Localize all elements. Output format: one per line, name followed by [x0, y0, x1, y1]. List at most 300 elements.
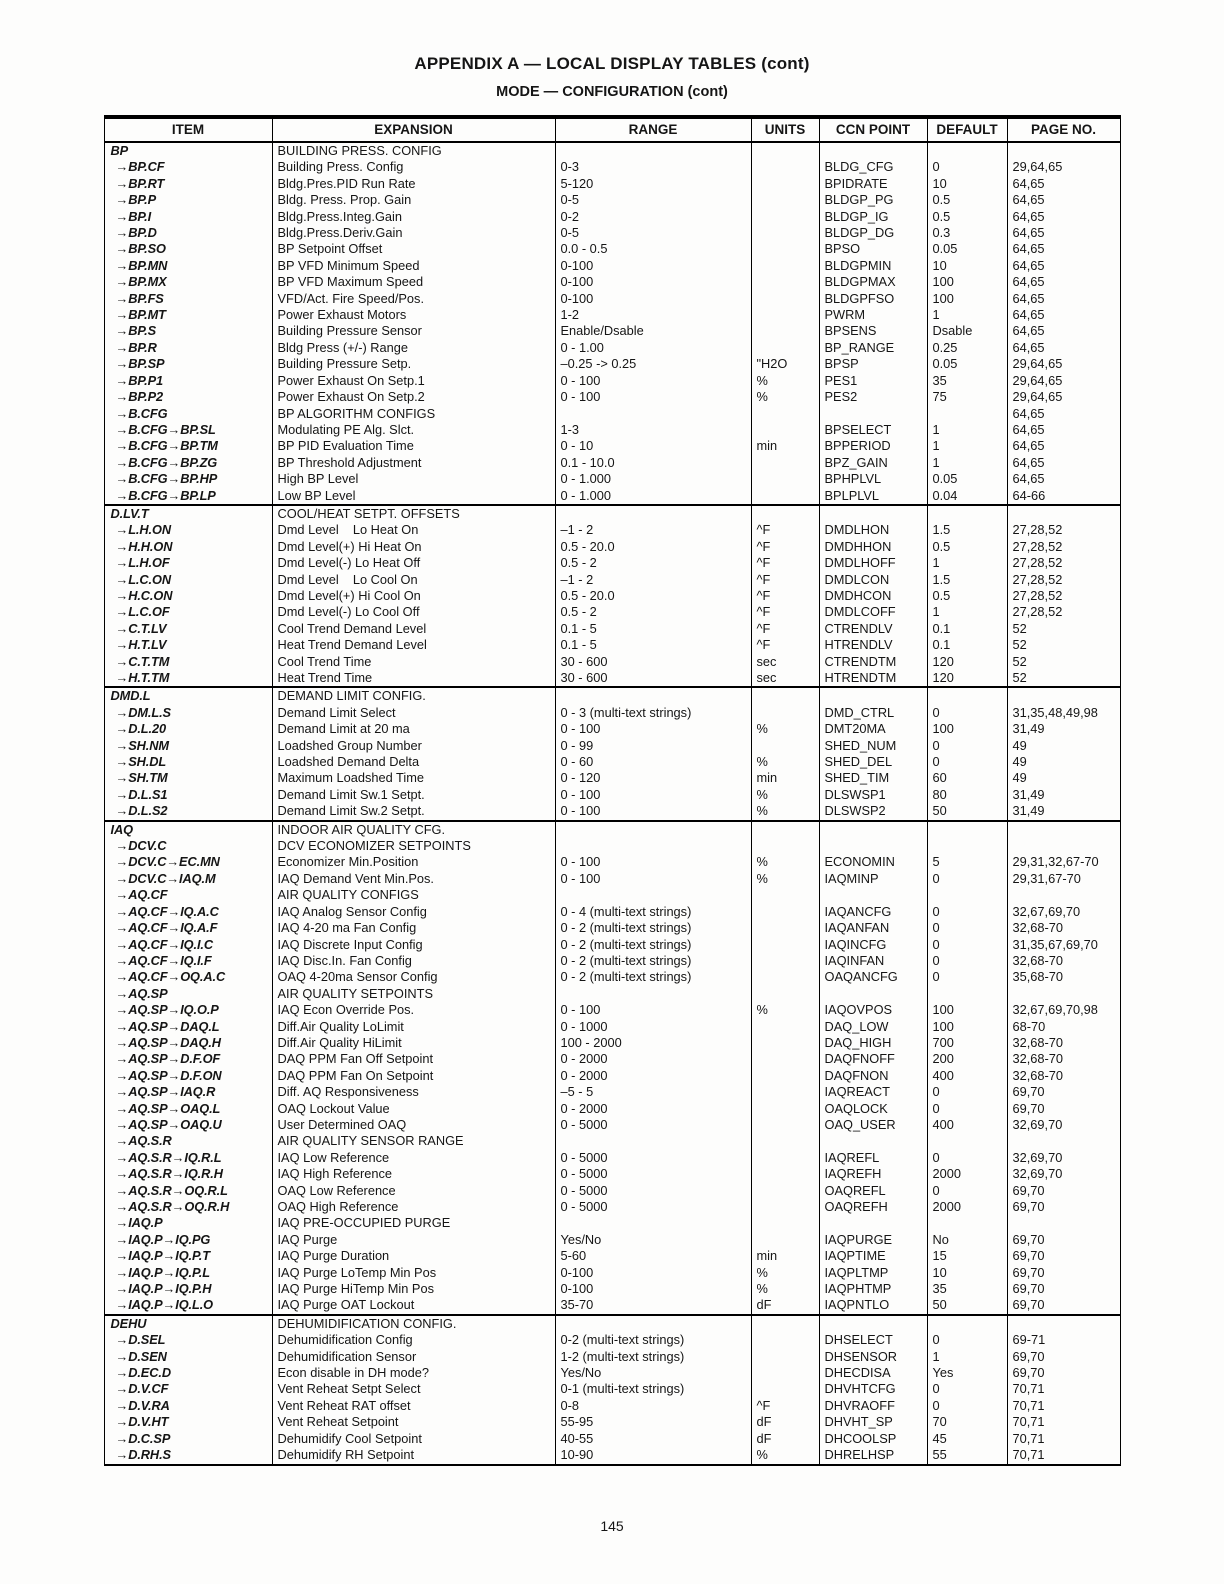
item-cell: →D.SEN: [115, 1348, 167, 1364]
expansion-cell: Low BP Level: [272, 488, 555, 505]
range-cell: Yes/No: [555, 1232, 751, 1248]
table-body: [104, 142, 1120, 1465]
page-no-cell: 31,35,48,49,98: [1007, 705, 1120, 721]
range-cell: [555, 406, 751, 422]
page-no-cell: 64,65: [1007, 438, 1120, 454]
page-no-cell: 29,31,67-70: [1007, 871, 1120, 887]
item-cell: D.LV.T: [104, 505, 272, 522]
page-no-cell: 69,70: [1007, 1297, 1120, 1314]
units-cell: [751, 821, 819, 838]
units-cell: [751, 1215, 819, 1231]
expansion-cell: Cool Trend Demand Level: [272, 621, 555, 637]
table-row: [104, 225, 1120, 241]
expansion-cell: Dehumidification Sensor: [272, 1349, 555, 1365]
page-no-cell: 64,65: [1007, 209, 1120, 225]
item-cell: →AQ.CF→IQ.I.C: [115, 936, 214, 952]
range-cell: 100 - 2000: [555, 1035, 751, 1051]
item-cell: →IAQ.P→IQ.P.H: [115, 1281, 212, 1297]
default-cell: 0.05: [927, 471, 1007, 487]
units-cell: [751, 1183, 819, 1199]
page-subtitle: MODE — CONFIGURATION (cont): [496, 84, 728, 100]
item-cell: →AQ.SP→DAQ.H: [115, 1034, 221, 1050]
ccn-point-cell: CTRENDLV: [819, 621, 927, 637]
ccn-point-cell: [819, 986, 927, 1002]
expansion-cell: Dmd Level Lo Heat On: [272, 522, 555, 538]
ccn-point-cell: BPLPLVL: [819, 488, 927, 505]
units-cell: dF: [751, 1297, 819, 1314]
default-cell: [927, 838, 1007, 854]
range-cell: –5 - 5: [555, 1084, 751, 1100]
item-cell: →AQ.S.R→OQ.R.L: [115, 1182, 228, 1198]
expansion-cell: High BP Level: [272, 471, 555, 487]
expansion-cell: Vent Reheat Setpoint: [272, 1414, 555, 1430]
item-cell: →IAQ.P: [115, 1215, 163, 1231]
default-cell: 55: [927, 1447, 1007, 1464]
table-row: [104, 871, 1120, 887]
expansion-cell: Diff.Air Quality LoLimit: [272, 1019, 555, 1035]
table-row: [104, 1398, 1120, 1414]
default-cell: 120: [927, 654, 1007, 670]
units-cell: min: [751, 1248, 819, 1264]
page-no-cell: 69-71: [1007, 1332, 1120, 1348]
units-cell: [751, 159, 819, 175]
units-cell: ^F: [751, 539, 819, 555]
page-no-cell: [1007, 887, 1120, 903]
default-cell: 0.3: [927, 225, 1007, 241]
units-cell: %: [751, 389, 819, 405]
page-no-cell: 29,64,65: [1007, 356, 1120, 372]
table-row: [104, 471, 1120, 487]
ccn-point-cell: DMDHCON: [819, 588, 927, 604]
expansion-cell: AIR QUALITY SENSOR RANGE: [272, 1133, 555, 1149]
expansion-cell: IAQ Purge HiTemp Min Pos: [272, 1281, 555, 1297]
page-no-cell: 69,70: [1007, 1349, 1120, 1365]
default-cell: 120: [927, 670, 1007, 687]
range-cell: –1 - 2: [555, 572, 751, 588]
page-no-cell: [1007, 687, 1120, 704]
ccn-point-cell: IAQMINP: [819, 871, 927, 887]
table-row: [104, 854, 1120, 870]
default-cell: 2000: [927, 1199, 1007, 1215]
item-cell: →AQ.SP: [115, 985, 168, 1001]
table-row: [104, 373, 1120, 389]
ccn-point-cell: DHVHTCFG: [819, 1381, 927, 1397]
page-no-cell: 31,49: [1007, 787, 1120, 803]
range-cell: [555, 838, 751, 854]
units-cell: %: [751, 1447, 819, 1464]
column-header-range: RANGE: [555, 117, 751, 142]
ccn-point-cell: IAQPLTMP: [819, 1265, 927, 1281]
units-cell: ^F: [751, 555, 819, 571]
page-no-cell: 49: [1007, 754, 1120, 770]
item-cell: →BP.P: [115, 192, 157, 208]
expansion-cell: BP ALGORITHM CONFIGS: [272, 406, 555, 422]
range-cell: 0 - 3 (multi-text strings): [555, 705, 751, 721]
table-row: [104, 969, 1120, 985]
default-cell: 15: [927, 1248, 1007, 1264]
table-row: [104, 604, 1120, 620]
range-cell: 0 - 5000: [555, 1117, 751, 1133]
units-cell: [751, 1084, 819, 1100]
ccn-point-cell: BPSO: [819, 241, 927, 257]
units-cell: %: [751, 854, 819, 870]
units-cell: [751, 323, 819, 339]
ccn-point-cell: [819, 887, 927, 903]
table-row: [104, 821, 1120, 838]
units-cell: ^F: [751, 572, 819, 588]
page-no-cell: 64,65: [1007, 323, 1120, 339]
table-row: [104, 1447, 1120, 1464]
default-cell: Dsable: [927, 323, 1007, 339]
default-cell: [927, 687, 1007, 704]
item-cell: →AQ.CF→IQ.A.F: [115, 920, 218, 936]
units-cell: ^F: [751, 621, 819, 637]
default-cell: 0: [927, 1101, 1007, 1117]
item-cell: →BP.MN: [115, 257, 168, 273]
ccn-point-cell: DHECDISA: [819, 1365, 927, 1381]
expansion-cell: BP PID Evaluation Time: [272, 438, 555, 454]
table-row: [104, 1166, 1120, 1182]
ccn-point-cell: DMDLHOFF: [819, 555, 927, 571]
table-row: [104, 505, 1120, 522]
units-cell: [751, 258, 819, 274]
page-no-cell: 69,70: [1007, 1199, 1120, 1215]
expansion-cell: COOL/HEAT SETPT. OFFSETS: [272, 505, 555, 522]
page-no-cell: 52: [1007, 670, 1120, 687]
range-cell: 0.5 - 20.0: [555, 539, 751, 555]
range-cell: 0 - 2 (multi-text strings): [555, 920, 751, 936]
expansion-cell: OAQ Lockout Value: [272, 1101, 555, 1117]
item-cell: →D.V.RA: [115, 1397, 170, 1413]
ccn-point-cell: DHSENSOR: [819, 1349, 927, 1365]
item-cell: →L.H.ON: [115, 522, 171, 538]
table-row: [104, 1215, 1120, 1231]
range-cell: 5-120: [555, 176, 751, 192]
ccn-point-cell: DHCOOLSP: [819, 1431, 927, 1447]
default-cell: 0.05: [927, 356, 1007, 372]
table-row: [104, 721, 1120, 737]
range-cell: 0 - 5000: [555, 1150, 751, 1166]
range-cell: [555, 821, 751, 838]
range-cell: 30 - 600: [555, 670, 751, 687]
ccn-point-cell: [819, 505, 927, 522]
page-no-cell: 32,69,70: [1007, 1150, 1120, 1166]
default-cell: 1: [927, 555, 1007, 571]
default-cell: 35: [927, 373, 1007, 389]
item-cell: →DCV.C: [115, 838, 167, 854]
item-cell: →B.CFG→BP.SL: [115, 421, 216, 437]
table-row: [104, 1183, 1120, 1199]
item-cell: →IAQ.P→IQ.P.T: [115, 1248, 210, 1264]
page-no-cell: 70,71: [1007, 1398, 1120, 1414]
default-cell: 75: [927, 389, 1007, 405]
range-cell: 5-60: [555, 1248, 751, 1264]
expansion-cell: Power Exhaust On Setp.1: [272, 373, 555, 389]
default-cell: 0: [927, 738, 1007, 754]
default-cell: 0: [927, 904, 1007, 920]
table-row: [104, 754, 1120, 770]
table-row: [104, 142, 1120, 159]
range-cell: 0 - 5000: [555, 1199, 751, 1215]
expansion-cell: Demand Limit Sw.1 Setpt.: [272, 787, 555, 803]
item-cell: →BP.S: [115, 323, 157, 339]
page-no-cell: 32,68-70: [1007, 1068, 1120, 1084]
default-cell: [927, 505, 1007, 522]
expansion-cell: AIR QUALITY CONFIGS: [272, 887, 555, 903]
page-no-cell: 64,65: [1007, 225, 1120, 241]
ccn-point-cell: DMDHHON: [819, 539, 927, 555]
item-cell: →SH.TM: [115, 770, 168, 786]
page-no-cell: 64,65: [1007, 307, 1120, 323]
ccn-point-cell: ECONOMIN: [819, 854, 927, 870]
default-cell: Yes: [927, 1365, 1007, 1381]
page-no-cell: 29,31,32,67-70: [1007, 854, 1120, 870]
table-row: [104, 1297, 1120, 1314]
range-cell: 0 - 4 (multi-text strings): [555, 904, 751, 920]
default-cell: [927, 986, 1007, 1002]
table-row: [104, 1265, 1120, 1281]
range-cell: 0.1 - 5: [555, 637, 751, 653]
page-no-cell: [1007, 821, 1120, 838]
item-cell: →AQ.SP→IQ.O.P: [115, 1002, 219, 1018]
units-cell: [751, 969, 819, 985]
ccn-point-cell: IAQANFAN: [819, 920, 927, 936]
item-cell: →H.T.LV: [115, 637, 167, 653]
item-cell: →BP.P2: [115, 389, 164, 405]
item-cell: →B.CFG: [115, 405, 168, 421]
ccn-point-cell: [819, 1315, 927, 1332]
units-cell: [751, 291, 819, 307]
table-row: [104, 438, 1120, 454]
ccn-point-cell: OAQREFL: [819, 1183, 927, 1199]
ccn-point-cell: SHED_NUM: [819, 738, 927, 754]
expansion-cell: Heat Trend Time: [272, 670, 555, 687]
default-cell: 200: [927, 1051, 1007, 1067]
table-row: [104, 1332, 1120, 1348]
page-title: APPENDIX A — LOCAL DISPLAY TABLES (cont): [414, 54, 810, 73]
range-cell: 0-100: [555, 1265, 751, 1281]
page-no-cell: [1007, 1133, 1120, 1149]
page-no-cell: 69,70: [1007, 1084, 1120, 1100]
table-row: [104, 307, 1120, 323]
range-cell: 0 - 1000: [555, 1019, 751, 1035]
page-no-cell: 69,70: [1007, 1101, 1120, 1117]
ccn-point-cell: DLSWSP2: [819, 803, 927, 820]
range-cell: 0-100: [555, 274, 751, 290]
table-row: [104, 176, 1120, 192]
ccn-point-cell: HTRENDTM: [819, 670, 927, 687]
item-cell: →AQ.S.R→IQ.R.H: [115, 1166, 223, 1182]
expansion-cell: IAQ Purge LoTemp Min Pos: [272, 1265, 555, 1281]
table-row: [104, 356, 1120, 372]
item-cell: →D.RH.S: [115, 1447, 171, 1463]
range-cell: –1 - 2: [555, 522, 751, 538]
default-cell: 0: [927, 1332, 1007, 1348]
range-cell: 0 - 2000: [555, 1101, 751, 1117]
item-cell: →BP.I: [115, 208, 152, 224]
page-no-cell: 52: [1007, 621, 1120, 637]
ccn-point-cell: BLDGP_PG: [819, 192, 927, 208]
default-cell: 0: [927, 754, 1007, 770]
units-cell: [751, 1232, 819, 1248]
expansion-cell: Vent Reheat RAT offset: [272, 1398, 555, 1414]
ccn-point-cell: PWRM: [819, 307, 927, 323]
units-cell: [751, 937, 819, 953]
range-cell: 0 - 5000: [555, 1166, 751, 1182]
page-no-cell: 32,69,70: [1007, 1166, 1120, 1182]
expansion-cell: DAQ PPM Fan On Setpoint: [272, 1068, 555, 1084]
units-cell: [751, 176, 819, 192]
range-cell: 0 - 100: [555, 373, 751, 389]
table-row: [104, 455, 1120, 471]
table-header: [104, 117, 1120, 142]
item-cell: →IAQ.P→IQ.PG: [115, 1231, 211, 1247]
units-cell: [751, 1315, 819, 1332]
range-cell: 0-1 (multi-text strings): [555, 1381, 751, 1397]
units-cell: [751, 904, 819, 920]
units-cell: %: [751, 871, 819, 887]
range-cell: [555, 505, 751, 522]
expansion-cell: Dehumidify RH Setpoint: [272, 1447, 555, 1464]
ccn-point-cell: BLDGPFSO: [819, 291, 927, 307]
units-cell: [751, 1365, 819, 1381]
page-no-cell: 27,28,52: [1007, 522, 1120, 538]
expansion-cell: BP VFD Minimum Speed: [272, 258, 555, 274]
ccn-point-cell: DHSELECT: [819, 1332, 927, 1348]
expansion-cell: OAQ Low Reference: [272, 1183, 555, 1199]
item-cell: →BP.FS: [115, 290, 164, 306]
item-cell: →BP.P1: [115, 372, 164, 388]
range-cell: 0 - 2000: [555, 1051, 751, 1067]
item-cell: →AQ.S.R: [115, 1133, 172, 1149]
table-row: [104, 637, 1120, 653]
range-cell: [555, 1315, 751, 1332]
table-header-row: [104, 117, 1120, 142]
item-cell: →D.L.S1: [115, 786, 168, 802]
table-row: [104, 422, 1120, 438]
default-cell: 50: [927, 1297, 1007, 1314]
range-cell: [555, 986, 751, 1002]
expansion-cell: Dehumidification Config: [272, 1332, 555, 1348]
ccn-point-cell: IAQREACT: [819, 1084, 927, 1100]
units-cell: %: [751, 787, 819, 803]
table-row: [104, 539, 1120, 555]
ccn-point-cell: BPPERIOD: [819, 438, 927, 454]
expansion-cell: DCV ECONOMIZER SETPOINTS: [272, 838, 555, 854]
range-cell: 0-100: [555, 291, 751, 307]
page-no-cell: [1007, 505, 1120, 522]
ccn-point-cell: OAQANCFG: [819, 969, 927, 985]
range-cell: 30 - 600: [555, 654, 751, 670]
range-cell: 0 - 1.000: [555, 471, 751, 487]
range-cell: [555, 142, 751, 159]
range-cell: 0 - 2 (multi-text strings): [555, 953, 751, 969]
units-cell: %: [751, 1002, 819, 1018]
default-cell: 0.5: [927, 588, 1007, 604]
expansion-cell: Heat Trend Demand Level: [272, 637, 555, 653]
ccn-point-cell: DMDLHON: [819, 522, 927, 538]
table-row: [104, 838, 1120, 854]
ccn-point-cell: BPSP: [819, 356, 927, 372]
range-cell: 1-2: [555, 307, 751, 323]
page-no-cell: 32,67,69,70,98: [1007, 1002, 1120, 1018]
item-cell: →D.V.HT: [115, 1414, 169, 1430]
item-cell: →B.CFG→BP.TM: [115, 438, 218, 454]
page-no-cell: [1007, 986, 1120, 1002]
default-cell: 0: [927, 1381, 1007, 1397]
units-cell: ^F: [751, 637, 819, 653]
units-cell: [751, 192, 819, 208]
table-row: [104, 258, 1120, 274]
table-row: [104, 803, 1120, 820]
range-cell: 0 - 1.00: [555, 340, 751, 356]
expansion-cell: IAQ Demand Vent Min.Pos.: [272, 871, 555, 887]
page-no-cell: [1007, 838, 1120, 854]
table-row: [104, 670, 1120, 687]
page-no-cell: 52: [1007, 637, 1120, 653]
default-cell: 0: [927, 159, 1007, 175]
default-cell: 0: [927, 705, 1007, 721]
units-cell: %: [751, 1281, 819, 1297]
item-cell: →IAQ.P→IQ.L.O: [115, 1297, 214, 1313]
page-no-cell: 70,71: [1007, 1414, 1120, 1430]
expansion-cell: IAQ High Reference: [272, 1166, 555, 1182]
page-no-cell: 31,49: [1007, 721, 1120, 737]
expansion-cell: OAQ 4-20ma Sensor Config: [272, 969, 555, 985]
table-row: [104, 488, 1120, 505]
column-header-page-no: PAGE NO.: [1007, 117, 1120, 142]
range-cell: 0 - 2 (multi-text strings): [555, 969, 751, 985]
item-cell: →BP.RT: [115, 175, 165, 191]
default-cell: [927, 1315, 1007, 1332]
item-cell: →L.C.ON: [115, 571, 171, 587]
ccn-point-cell: IAQINCFG: [819, 937, 927, 953]
range-cell: 0.5 - 20.0: [555, 588, 751, 604]
item-cell: →AQ.CF→OQ.A.C: [115, 969, 226, 985]
expansion-cell: BP Threshold Adjustment: [272, 455, 555, 471]
table-row: [104, 920, 1120, 936]
expansion-cell: BP Setpoint Offset: [272, 241, 555, 257]
page-no-cell: 29,64,65: [1007, 159, 1120, 175]
default-cell: 1: [927, 422, 1007, 438]
ccn-point-cell: DHVHT_SP: [819, 1414, 927, 1430]
units-cell: [751, 488, 819, 505]
page-no-cell: 64,65: [1007, 340, 1120, 356]
table-row: [104, 406, 1120, 422]
expansion-cell: IAQ Purge OAT Lockout: [272, 1297, 555, 1314]
range-cell: 1-3: [555, 422, 751, 438]
ccn-point-cell: BLDG_CFG: [819, 159, 927, 175]
units-cell: [751, 953, 819, 969]
range-cell: 0 - 100: [555, 389, 751, 405]
expansion-cell: Loadshed Demand Delta: [272, 754, 555, 770]
item-cell: DMD.L: [104, 687, 272, 704]
units-cell: [751, 1349, 819, 1365]
default-cell: 0.1: [927, 637, 1007, 653]
default-cell: 2000: [927, 1166, 1007, 1182]
page-no-cell: 64,65: [1007, 241, 1120, 257]
units-cell: dF: [751, 1414, 819, 1430]
range-cell: 0.5 - 2: [555, 555, 751, 571]
units-cell: [751, 471, 819, 487]
ccn-point-cell: BLDGPMIN: [819, 258, 927, 274]
item-cell: →AQ.CF→IQ.A.C: [115, 903, 219, 919]
ccn-point-cell: CTRENDTM: [819, 654, 927, 670]
units-cell: [751, 1150, 819, 1166]
table-row: [104, 588, 1120, 604]
table-row: [104, 1068, 1120, 1084]
expansion-cell: Dmd Level Lo Cool On: [272, 572, 555, 588]
